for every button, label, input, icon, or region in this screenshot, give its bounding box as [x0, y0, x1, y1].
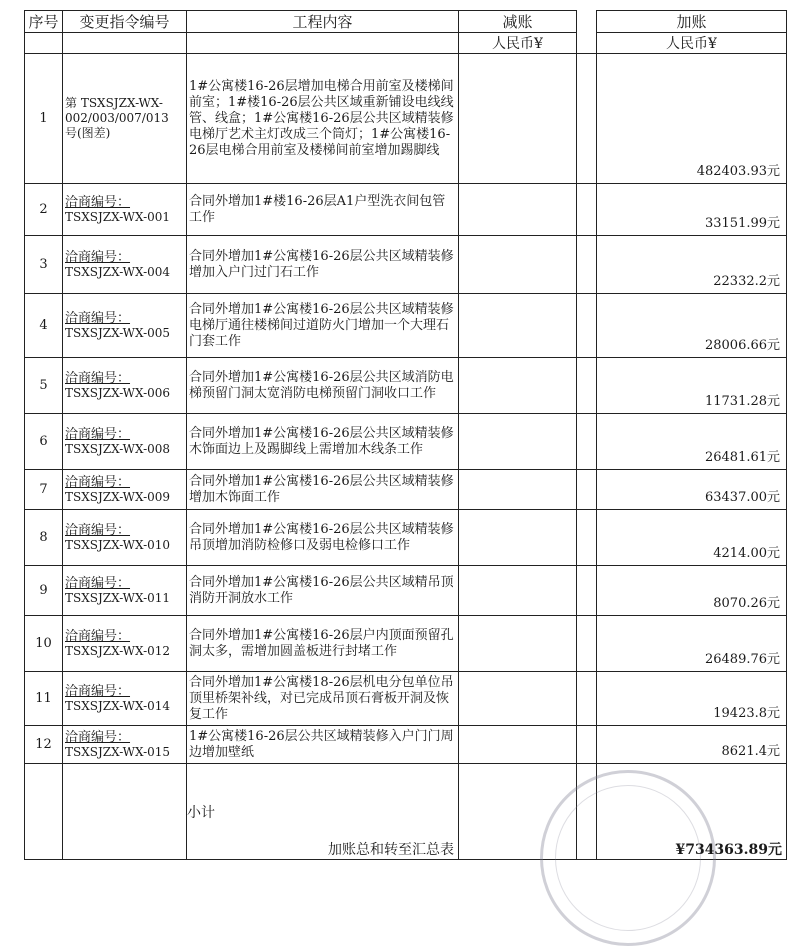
- code-line-1: 洽商编号：: [65, 194, 131, 210]
- code-line-1: 洽商编号：: [65, 310, 131, 326]
- row-code: [63, 236, 187, 294]
- row-decrease: [459, 358, 577, 414]
- row-decrease: [459, 616, 577, 672]
- company-seal-stamp: [540, 770, 716, 946]
- header-increase: 加账: [597, 11, 787, 33]
- header-content: 工程内容: [187, 11, 459, 33]
- code-line-1: 洽商编号：: [65, 249, 131, 265]
- table-row: [25, 726, 787, 764]
- row-amount: 28006.66元: [597, 294, 787, 358]
- row-content: 合同外增加1#公寓楼18-26层机电分包单位吊顶里桥架补线，对已完成吊顶石膏板开洞及恢复工作: [187, 672, 459, 726]
- row-code: [63, 470, 187, 510]
- row-content: 合同外增加1#公寓楼16-26层公共区域精装修吊顶增加消防检修口及弱电检修口工作: [187, 510, 459, 566]
- table-row: [25, 616, 787, 672]
- table-row: [25, 414, 787, 470]
- code-line-3: 号(图差): [65, 126, 111, 140]
- row-index: 12: [25, 726, 63, 764]
- row-content: 合同外增加1#公寓楼16-26层公共区域精装修电梯厅通往楼梯间过道防火门增加一个大理石门套工作: [187, 294, 459, 358]
- code-line-1: 洽商编号：: [65, 370, 131, 386]
- code-line-2: TSXSJZX-WX-004: [65, 264, 171, 279]
- table-row: [25, 358, 787, 414]
- row-decrease: [459, 236, 577, 294]
- row-content: 合同外增加1#公寓楼16-26层公共区域精装修增加入户门过门石工作: [187, 236, 459, 294]
- row-amount: 22332.2元: [597, 236, 787, 294]
- row-decrease: [459, 184, 577, 236]
- row-decrease: [459, 294, 577, 358]
- table-row: [25, 510, 787, 566]
- row-amount: 11731.28元: [597, 358, 787, 414]
- row-amount: 19423.8元: [597, 672, 787, 726]
- table-row: [25, 294, 787, 358]
- row-amount: 26481.61元: [597, 414, 787, 470]
- row-index: 7: [25, 470, 63, 510]
- table-row: [25, 54, 787, 184]
- row-index: 2: [25, 184, 63, 236]
- header-code: 变更指令编号: [63, 11, 187, 33]
- row-amount: 63437.00元: [597, 470, 787, 510]
- row-index: 9: [25, 566, 63, 616]
- code-line-1: 洽商编号：: [65, 575, 131, 591]
- total-value: ¥734363.89元: [597, 764, 787, 860]
- row-content: 合同外增加1#公寓楼16-26层公共区域精装修增加木饰面工作: [187, 470, 459, 510]
- row-code: [63, 54, 187, 184]
- row-code: [63, 726, 187, 764]
- code-line-2: TSXSJZX-WX-011: [65, 590, 171, 605]
- code-line-1: 洽商编号：: [65, 474, 131, 490]
- row-index: 5: [25, 358, 63, 414]
- row-code: [63, 294, 187, 358]
- row-code: [63, 414, 187, 470]
- row-content: 合同外增加1#楼16-26层A1户型洗衣间包管工作: [187, 184, 459, 236]
- row-amount: 8070.26元: [597, 566, 787, 616]
- table-row: [25, 566, 787, 616]
- code-line-2: TSXSJZX-WX-012: [65, 643, 171, 658]
- row-content: 合同外增加1#公寓楼16-26层公共区域消防电梯预留门洞太宽消防电梯预留门洞收口工作: [187, 358, 459, 414]
- table-header-row: [25, 11, 787, 33]
- code-line-1: 洽商编号：: [65, 522, 131, 538]
- row-code: [63, 358, 187, 414]
- code-line-2: TSXSJZX-WX-010: [65, 537, 171, 552]
- row-index: 8: [25, 510, 63, 566]
- row-content: 1#公寓楼16-26层公共区域精装修入户门门周边增加壁纸: [187, 726, 459, 764]
- change-order-table: [24, 10, 787, 860]
- table-row: [25, 236, 787, 294]
- row-content: 合同外增加1#公寓楼16-26层公共区域精吊顶消防开洞放水工作: [187, 566, 459, 616]
- table-row: [25, 672, 787, 726]
- code-line-1: 洽商编号：: [65, 729, 131, 745]
- row-code: [63, 184, 187, 236]
- row-decrease: [459, 54, 577, 184]
- row-content: 1#公寓楼16-26层增加电梯合用前室及楼梯间前室；1#楼16-26层公共区域重新铺设电线线管、线盒；1#公寓楼16-26层公共区域精装修电梯厅艺术主灯改成三个筒灯；1#公寓楼16-26层电梯合用前室及楼梯间前室增加踢脚线: [187, 54, 459, 184]
- row-decrease: [459, 470, 577, 510]
- row-decrease: [459, 510, 577, 566]
- header-index: 序号: [25, 11, 63, 33]
- header-decrease: 减账: [459, 11, 577, 33]
- row-index: 3: [25, 236, 63, 294]
- table-row: [25, 470, 787, 510]
- code-line-2: TSXSJZX-WX-001: [65, 209, 171, 224]
- code-line-2: TSXSJZX-WX-006: [65, 385, 171, 400]
- row-code: [63, 616, 187, 672]
- table-row: [25, 184, 787, 236]
- row-amount: 482403.93元: [597, 54, 787, 184]
- code-line-1: 洽商编号：: [65, 628, 131, 644]
- row-amount: 4214.00元: [597, 510, 787, 566]
- code-line-2: TSXSJZX-WX-005: [65, 325, 171, 340]
- code-line-2: TSXSJZX-WX-014: [65, 698, 171, 713]
- subtotal-label: 小计: [187, 805, 215, 821]
- row-code: [63, 672, 187, 726]
- row-code: [63, 510, 187, 566]
- row-decrease: [459, 726, 577, 764]
- row-decrease: [459, 672, 577, 726]
- code-line-1: 第 TSXSJZX-WX-: [65, 96, 163, 110]
- row-index: 11: [25, 672, 63, 726]
- total-label: 加账总和转至汇总表: [328, 842, 454, 858]
- currency-decrease: 人民币¥: [459, 33, 577, 54]
- currency-increase: 人民币¥: [597, 33, 787, 54]
- row-amount: 26489.76元: [597, 616, 787, 672]
- row-index: 6: [25, 414, 63, 470]
- row-amount: 33151.99元: [597, 184, 787, 236]
- code-line-2: TSXSJZX-WX-008: [65, 441, 171, 456]
- row-amount: 8621.4元: [597, 726, 787, 764]
- row-content: 合同外增加1#公寓楼16-26层户内顶面预留孔洞太多，需增加圆盖板进行封堵工作: [187, 616, 459, 672]
- row-code: [63, 566, 187, 616]
- row-content: 合同外增加1#公寓楼16-26层公共区域精装修木饰面边上及踢脚线上需增加木线条工作: [187, 414, 459, 470]
- code-line-1: 洽商编号：: [65, 683, 131, 699]
- row-index: 1: [25, 54, 63, 184]
- row-decrease: [459, 414, 577, 470]
- currency-row: [25, 33, 787, 54]
- code-line-1: 洽商编号：: [65, 426, 131, 442]
- code-line-2: TSXSJZX-WX-009: [65, 489, 171, 504]
- row-index: 4: [25, 294, 63, 358]
- row-index: 10: [25, 616, 63, 672]
- row-decrease: [459, 566, 577, 616]
- code-line-2: 002/003/007/013: [65, 111, 169, 125]
- code-line-2: TSXSJZX-WX-015: [65, 744, 171, 759]
